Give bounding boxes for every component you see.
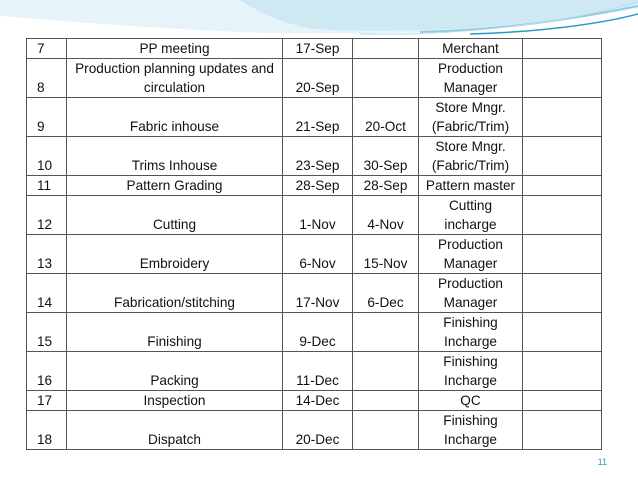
extra-cell: [523, 352, 602, 391]
responsible-cell: QC: [419, 391, 523, 411]
responsible-cell: Store Mngr. (Fabric/Trim): [419, 137, 523, 176]
end-date-cell: [353, 59, 419, 98]
extra-cell: [523, 176, 602, 196]
slide-number: 11: [597, 457, 607, 467]
extra-cell: [523, 59, 602, 98]
activity-cell: Production planning updates and circulation: [67, 59, 283, 98]
extra-cell: [523, 39, 602, 59]
table-row: [27, 98, 602, 137]
activity-cell: Trims Inhouse: [67, 137, 283, 176]
extra-cell: [523, 411, 602, 450]
row-number-cell: 7: [27, 39, 67, 59]
extra-cell: [523, 137, 602, 176]
extra-cell: [523, 391, 602, 411]
end-date-cell: [353, 352, 419, 391]
extra-cell: [523, 274, 602, 313]
table-row: [27, 59, 602, 98]
start-date-cell: 17-Nov: [283, 274, 353, 313]
start-date-cell: 9-Dec: [283, 313, 353, 352]
responsible-cell: Merchant: [419, 39, 523, 59]
responsible-cell: Production Manager: [419, 274, 523, 313]
row-number-cell: 13: [27, 235, 67, 274]
responsible-cell: Production Manager: [419, 59, 523, 98]
start-date-cell: 14-Dec: [283, 391, 353, 411]
activity-cell: Packing: [67, 352, 283, 391]
end-date-cell: [353, 313, 419, 352]
activity-cell: PP meeting: [67, 39, 283, 59]
activity-cell: Dispatch: [67, 411, 283, 450]
row-number-cell: 11: [27, 176, 67, 196]
table-row: [27, 235, 602, 274]
end-date-cell: 4-Nov: [353, 196, 419, 235]
extra-cell: [523, 98, 602, 137]
activity-cell: Fabrication/stitching: [67, 274, 283, 313]
extra-cell: [523, 313, 602, 352]
table-row: [27, 176, 602, 196]
start-date-cell: 21-Sep: [283, 98, 353, 137]
schedule-table: [26, 38, 602, 450]
start-date-cell: 20-Sep: [283, 59, 353, 98]
activity-cell: Cutting: [67, 196, 283, 235]
end-date-cell: 30-Sep: [353, 137, 419, 176]
responsible-cell: Pattern master: [419, 176, 523, 196]
table-row: [27, 391, 602, 411]
activity-cell: Finishing: [67, 313, 283, 352]
responsible-cell: Finishing Incharge: [419, 313, 523, 352]
row-number-cell: 9: [27, 98, 67, 137]
table-row: [27, 411, 602, 450]
table-row: [27, 39, 602, 59]
responsible-cell: Production Manager: [419, 235, 523, 274]
extra-cell: [523, 235, 602, 274]
start-date-cell: 28-Sep: [283, 176, 353, 196]
end-date-cell: [353, 391, 419, 411]
table-row: [27, 352, 602, 391]
row-number-cell: 10: [27, 137, 67, 176]
start-date-cell: 11-Dec: [283, 352, 353, 391]
activity-cell: Embroidery: [67, 235, 283, 274]
end-date-cell: [353, 39, 419, 59]
row-number-cell: 18: [27, 411, 67, 450]
end-date-cell: 28-Sep: [353, 176, 419, 196]
end-date-cell: 6-Dec: [353, 274, 419, 313]
row-number-cell: 16: [27, 352, 67, 391]
activity-cell: Pattern Grading: [67, 176, 283, 196]
start-date-cell: 6-Nov: [283, 235, 353, 274]
row-number-cell: 17: [27, 391, 67, 411]
table-row: [27, 137, 602, 176]
row-number-cell: 14: [27, 274, 67, 313]
extra-cell: [523, 196, 602, 235]
table-row: [27, 313, 602, 352]
end-date-cell: 15-Nov: [353, 235, 419, 274]
responsible-cell: Finishing Incharge: [419, 411, 523, 450]
start-date-cell: 23-Sep: [283, 137, 353, 176]
start-date-cell: 17-Sep: [283, 39, 353, 59]
table-row: [27, 274, 602, 313]
start-date-cell: 1-Nov: [283, 196, 353, 235]
end-date-cell: [353, 411, 419, 450]
row-number-cell: 15: [27, 313, 67, 352]
start-date-cell: 20-Dec: [283, 411, 353, 450]
table-row: [27, 196, 602, 235]
end-date-cell: 20-Oct: [353, 98, 419, 137]
responsible-cell: Store Mngr. (Fabric/Trim): [419, 98, 523, 137]
responsible-cell: Cutting incharge: [419, 196, 523, 235]
row-number-cell: 12: [27, 196, 67, 235]
activity-cell: Fabric inhouse: [67, 98, 283, 137]
activity-cell: Inspection: [67, 391, 283, 411]
schedule-table-body: [27, 39, 602, 450]
row-number-cell: 8: [27, 59, 67, 98]
responsible-cell: Finishing Incharge: [419, 352, 523, 391]
